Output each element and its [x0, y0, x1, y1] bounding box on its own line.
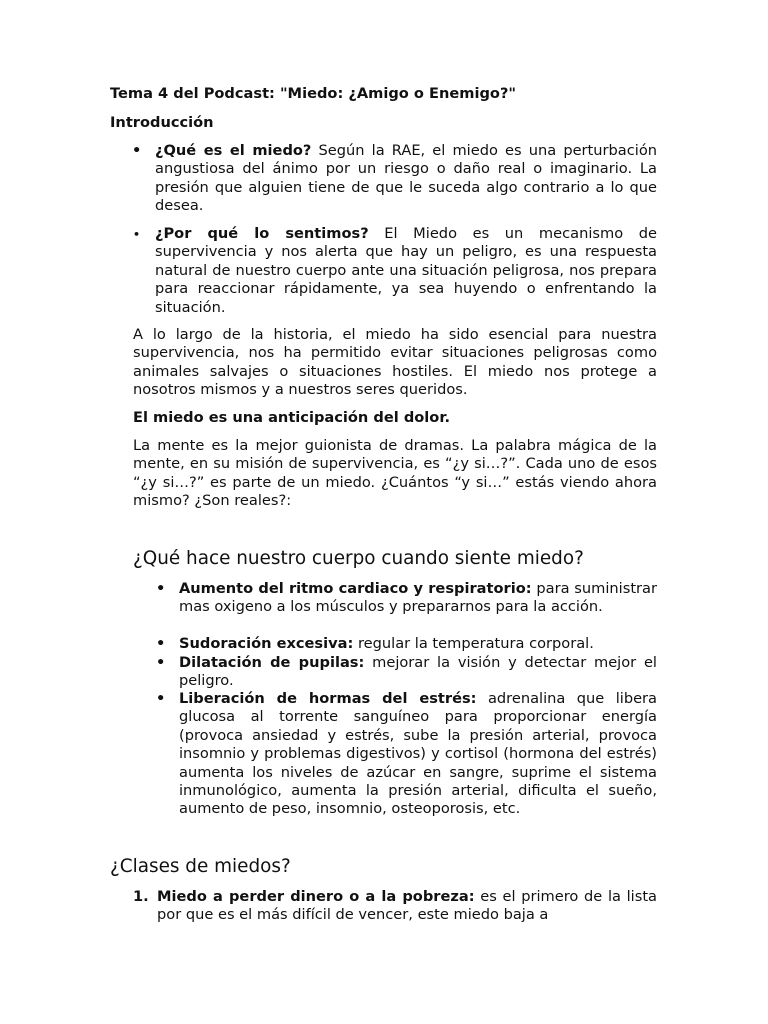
intro-heading: Introducción: [110, 114, 214, 131]
body-item-2-text: regular la temperatura corporal.: [353, 635, 594, 652]
bold-statement: El miedo es una anticipación del dolor.: [133, 409, 450, 426]
body-item-3-text: mejorar la visión y detectar mejor el peligro.: [179, 654, 657, 690]
section-heading-body: ¿Qué hace nuestro cuerpo cuando siente miedo?: [133, 548, 584, 569]
intro-bullet-1: [155, 142, 657, 216]
intro-bullet-1-bold: ¿Qué es el miedo?: [155, 142, 312, 159]
bullet-icon: •: [156, 690, 166, 707]
intro-bullet-2-bold: ¿Por qué lo sentimos?: [155, 225, 369, 242]
document-title: Tema 4 del Podcast: "Miedo: ¿Amigo o Enemigo?": [110, 85, 517, 102]
body-item-1: [179, 580, 657, 617]
history-paragraph: A lo largo de la historia, el miedo ha sido esencial para nuestra supervivencia, nos ha permitido evitar situaciones peligrosas como animales salvajes o situaciones hostiles. El miedo nos protege a nosotros mismos y a nuestros seres queridos.: [133, 326, 657, 399]
types-item-1-bold: Miedo a perder dinero o a la pobreza:: [157, 888, 475, 905]
mind-paragraph: La mente es la mejor guionista de dramas. La palabra mágica de la mente, en su misión de supervivencia, es “¿y si…?”. Cada uno de esos “¿y si…?” es parte de un miedo. ¿Cuántos “y si…” estás viendo ahora mismo? ¿Son reales?:: [133, 437, 657, 510]
body-item-2-bold: Sudoración excesiva:: [179, 635, 354, 652]
body-item-4: [179, 690, 657, 819]
types-item-1: [157, 888, 657, 925]
bullet-icon: •: [156, 654, 166, 671]
body-item-3-bold: Dilatación de pupilas:: [179, 654, 365, 671]
body-item-4-bold: Liberación de hormas del estrés:: [179, 690, 477, 707]
bullet-icon: •: [132, 142, 142, 159]
body-item-1-text: para suministrar mas oxigeno a los músculos y prepararnos para la acción.: [179, 580, 657, 616]
types-item-1-text: es el primero de la lista por que es el más difícil de vencer, este miedo baja a: [157, 888, 657, 924]
body-item-2: [179, 635, 657, 653]
intro-bullet-1-text: Según la RAE, el miedo es una perturbación angustiosa del ánimo por un riesgo o daño real o imaginario. La presión que alguien tiene de que le suceda algo contrario a lo que desea.: [155, 142, 657, 215]
intro-bullet-2: [155, 225, 657, 317]
bullet-icon: •: [156, 580, 166, 597]
list-number: 1.: [133, 888, 149, 905]
body-item-1-bold: Aumento del ritmo cardiaco y respiratorio:: [179, 580, 532, 597]
intro-bullet-2-text: El Miedo es un mecanismo de supervivencia y nos alerta que hay un peligro, es una respuesta natural de nuestro cuerpo ante una situación peligrosa, nos prepara para reaccionar rápidamente, ya sea huyendo o enfrentando la situación.: [155, 225, 657, 316]
bullet-icon: •: [156, 635, 166, 652]
body-item-3: [179, 654, 657, 691]
bullet-icon: •: [133, 228, 141, 241]
body-item-4-text: adrenalina que libera glucosa al torrente sanguíneo para proporcionar energía (provoca ansiedad y estrés, sube la presión arterial, provoca insomnio y problemas digestivos) y cortisol (hormona del estrés) aumenta los niveles de azúcar en sangre, suprime el sistema inmunológico, aumenta la presión arterial, dificulta el sueño, aumento de peso, insomnio, osteoporosis, etc.: [179, 690, 658, 818]
section-heading-types: ¿Clases de miedos?: [110, 856, 291, 877]
